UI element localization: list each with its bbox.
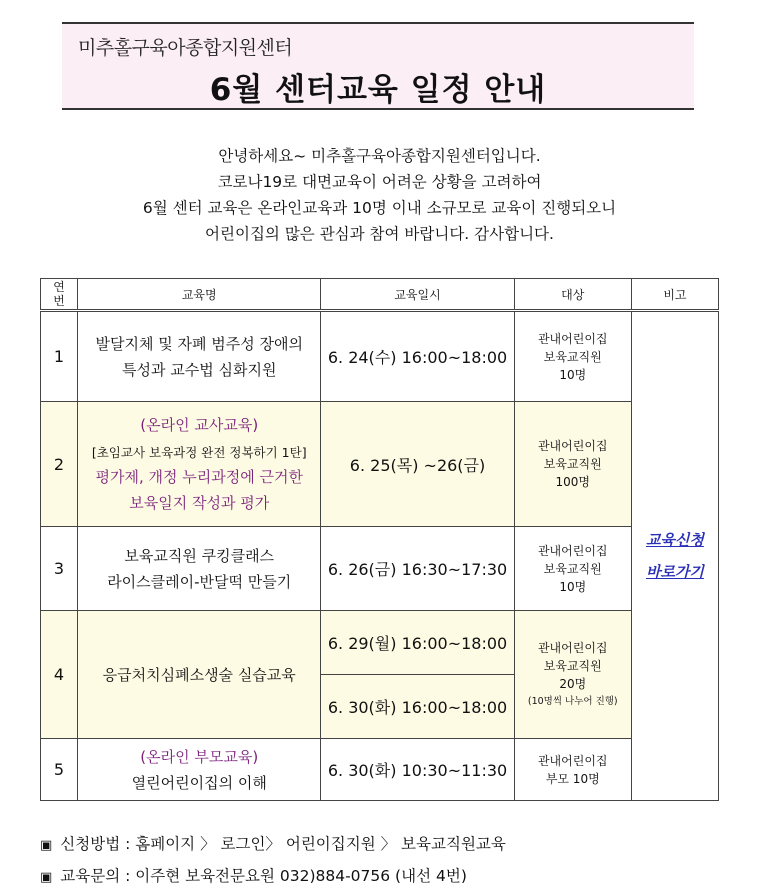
table-row <box>41 739 719 801</box>
target-line: 관내어린이집 <box>537 331 608 346</box>
apply-link[interactable] <box>632 524 718 588</box>
apply-link-line: 교육신청 <box>645 531 704 549</box>
schedule-table <box>40 278 719 801</box>
course-date: 6. 30(화) 16:00~18:00 <box>321 675 514 739</box>
course-name <box>78 402 321 527</box>
target-line: 20명 <box>559 676 587 691</box>
contact-text: 교육문의 : 이주현 보육전문요원 032)884-0756 (내선 4번) <box>60 867 467 885</box>
course-label: (온라인 교사교육) <box>140 416 259 434</box>
header-no-line: 번 <box>53 294 65 308</box>
header-no <box>41 279 78 311</box>
org-name: 미추홀구육아종합지원센터 <box>78 37 293 59</box>
header-date: 교육일시 <box>321 279 514 311</box>
course-target <box>514 739 631 801</box>
course-date: 6. 26(금) 16:30~17:30 <box>321 527 514 611</box>
target-line: 관내어린이집 <box>537 753 608 768</box>
apply-method-text: 신청방법 : 홈페이지 〉 로그인〉 어린이집지원 〉 보육교직원교육 <box>60 835 506 853</box>
target-line: 관내어린이집 <box>537 543 608 558</box>
course-name <box>78 611 321 739</box>
note-cell <box>631 311 718 801</box>
row-number: 4 <box>41 611 78 739</box>
course-target <box>514 402 631 527</box>
intro-line: 안녕하세요~ 미추홀구육아종합지원센터입니다. <box>218 147 541 165</box>
target-line: 보육교직원 <box>543 349 602 364</box>
row-number: 2 <box>41 402 78 527</box>
target-line: 보육교직원 <box>543 457 602 471</box>
target-line: 10명 <box>559 579 587 594</box>
table-row <box>41 527 719 611</box>
target-line: 10명 <box>559 367 587 382</box>
course-name-line: 보육일지 작성과 평가 <box>129 494 270 512</box>
target-line: 관내어린이집 <box>537 439 608 453</box>
table-header-row <box>41 279 719 311</box>
apply-link-line: 바로가기 <box>645 563 704 581</box>
course-name-line: 발달지체 및 자폐 범주성 장애의 <box>95 334 303 353</box>
header-banner <box>62 22 694 110</box>
footer-info <box>40 829 506 893</box>
intro-line: 어린이집의 많은 관심과 참여 바랍니다. 감사합니다. <box>205 225 554 243</box>
square-marker-icon: ▣ <box>40 870 53 885</box>
header-name: 교육명 <box>78 279 321 311</box>
course-target <box>514 527 631 611</box>
course-target <box>514 611 631 739</box>
course-name <box>78 527 321 611</box>
course-date: 6. 29(월) 16:00~18:00 <box>321 611 514 675</box>
course-label: (온라인 부모교육) <box>140 747 259 766</box>
course-name <box>78 739 321 801</box>
header-target: 대상 <box>514 279 631 311</box>
intro-line: 6월 센터 교육은 온라인교육과 10명 이내 소규모로 교육이 진행되오니 <box>142 199 617 217</box>
course-name-line: 평가제, 개정 누리과정에 근거한 <box>95 468 303 486</box>
intro-line: 코로나19로 대면교육이 어려운 상황을 고려하여 <box>217 173 542 191</box>
row-number: 3 <box>41 527 78 611</box>
target-line: 보육교직원 <box>543 561 602 576</box>
course-date: 6. 25(목) ~26(금) <box>321 402 514 527</box>
apply-method <box>40 829 506 861</box>
intro-text <box>40 143 719 247</box>
target-line: 관내어린이집 <box>537 640 608 655</box>
course-name-line: 라이스클레이-반달떡 만들기 <box>107 572 292 591</box>
target-line: 100명 <box>555 475 590 489</box>
square-marker-icon: ▣ <box>40 838 53 853</box>
table-row <box>41 402 719 527</box>
course-date: 6. 30(화) 10:30~11:30 <box>321 739 514 801</box>
course-name-line: 열린어린이집의 이해 <box>131 773 267 792</box>
header-note: 비고 <box>631 279 718 311</box>
table-row <box>41 611 719 675</box>
row-number: 1 <box>41 311 78 402</box>
contact-info <box>40 861 506 893</box>
course-target <box>514 311 631 402</box>
course-subtitle: [초임교사 보육과정 완전 정복하기 1탄] <box>91 445 307 460</box>
row-number: 5 <box>41 739 78 801</box>
page-title: 6월 센터교육 일정 안내 <box>209 72 547 108</box>
target-line: 보육교직원 <box>543 658 602 673</box>
table-row <box>41 311 719 402</box>
target-line: 부모 10명 <box>545 771 600 786</box>
course-name-line: 보육교직원 쿠킹클래스 <box>124 546 275 565</box>
course-name-line: 응급처치심폐소생술 실습교육 <box>102 665 296 684</box>
target-note: (10명씩 나누어 진행) <box>527 695 618 707</box>
course-date: 6. 24(수) 16:00~18:00 <box>321 311 514 402</box>
course-name <box>78 311 321 402</box>
course-name-line: 특성과 교수법 심화지원 <box>122 360 277 379</box>
header-no-line: 연 <box>53 280 65 294</box>
